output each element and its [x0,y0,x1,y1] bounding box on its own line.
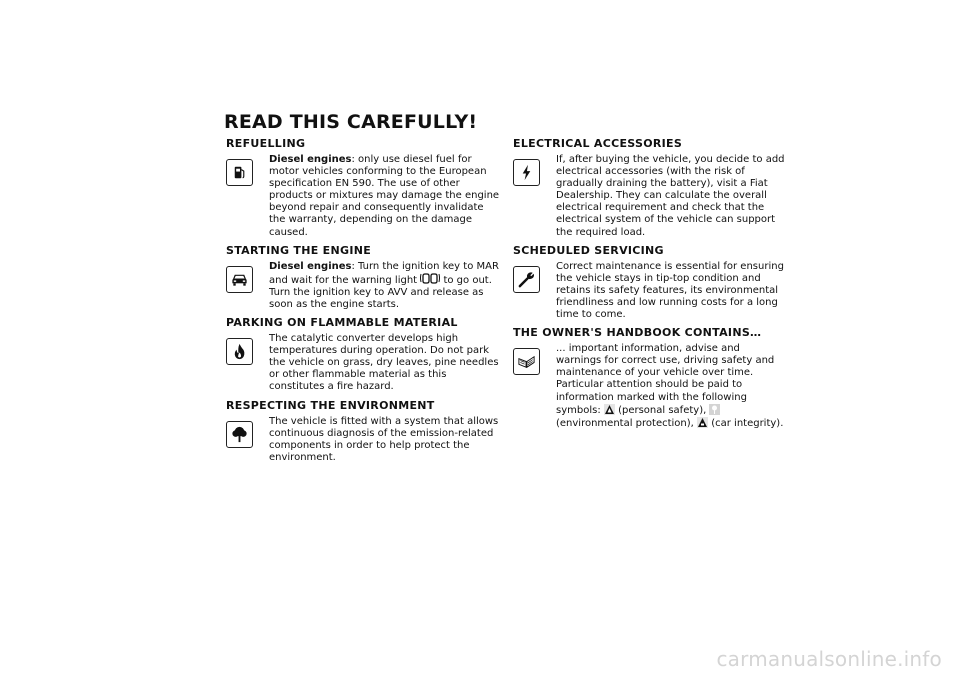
section-title-handbook: THE OWNER'S HANDBOOK CONTAINS… [513,326,762,340]
environmental-protection-icon [709,404,720,415]
section-title-environment: RESPECTING THE ENVIRONMENT [226,398,435,412]
section-title-parking: PARKING ON FLAMMABLE MATERIAL [226,316,458,330]
handbook-body-4: (car integrity). [711,417,784,429]
section-parking [226,316,501,393]
handbook-text [556,343,788,430]
section-title-refuelling: REFUELLING [226,137,306,150]
right-column [513,137,788,435]
section-title-electrical: ELECTRICAL ACCESSORIES [513,137,683,150]
handbook-body-1: ... important information, advise and warnings for correct use, driving safety and maintenance of your vehicle over time. Particular attention should be paid to information marked with the following symbols: [556,343,775,416]
open-book-icon [513,348,540,375]
section-handbook [513,326,788,430]
refuelling-lead: Diesel engines [269,154,352,165]
section-refuelling [226,137,501,239]
lightning-icon [513,159,540,186]
fire-icon [226,338,253,365]
refuelling-body: : only use diesel fuel for motor vehicles conforming to the European specification EN 590. The use of other products or mixtures may damage the engine beyond repair and consequently invalidate the warranty, depending on the damage caused. [269,154,500,238]
left-column [226,137,501,469]
starting-body-2: to go out. Turn the ignition key to AVV and release as soon as the engine starts. [269,274,492,310]
fuel-pump-icon [226,159,253,186]
section-starting [226,244,501,311]
section-title-servicing: SCHEDULED SERVICING [513,243,664,257]
section-environment [226,399,501,464]
starting-body-1: : Turn the ignition key to MAR and wait for the warning light [269,260,499,286]
electrical-text: If, after buying the vehicle, you decide to add electrical accessories (with the risk of gradually draining the battery), visit a Fiat Dealership. They can calculate the overall electrical requirement and check that the electrical system of the vehicle can support the required load. [556,154,785,238]
servicing-text: Correct maintenance is essential for ensuring the vehicle stays in tip-top condition and retains its safety features, its environmental friendliness and low running costs for a long time to come. [556,260,784,321]
section-electrical [513,137,788,239]
environment-text: The vehicle is fitted with a system that allows continuous diagnosis of the emission-related components in order to help protect the environment. [269,415,499,463]
tree-icon [226,421,253,448]
car-front-icon [226,266,253,293]
handbook-body-2: (personal safety), [618,404,707,416]
parking-text: The catalytic converter develops high temperatures during operation. Do not park the vehicle on grass, dry leaves, pine needles or other flammable material as this constitutes a fire hazard. [269,333,499,393]
section-title-starting: STARTING THE ENGINE [226,243,372,257]
starting-text [269,261,501,311]
watermark: carmanualsonline.info [716,647,942,671]
section-servicing [513,244,788,321]
glow-plug-warning-icon [420,273,440,285]
refuelling-text [269,154,501,239]
car-integrity-icon [697,417,708,428]
wrench-icon [513,266,540,293]
starting-lead: Diesel engines [269,260,352,272]
personal-safety-icon [604,404,615,415]
page-title: READ THIS CAREFULLY! [224,111,478,133]
handbook-body-3: (environmental protection), [556,417,694,429]
